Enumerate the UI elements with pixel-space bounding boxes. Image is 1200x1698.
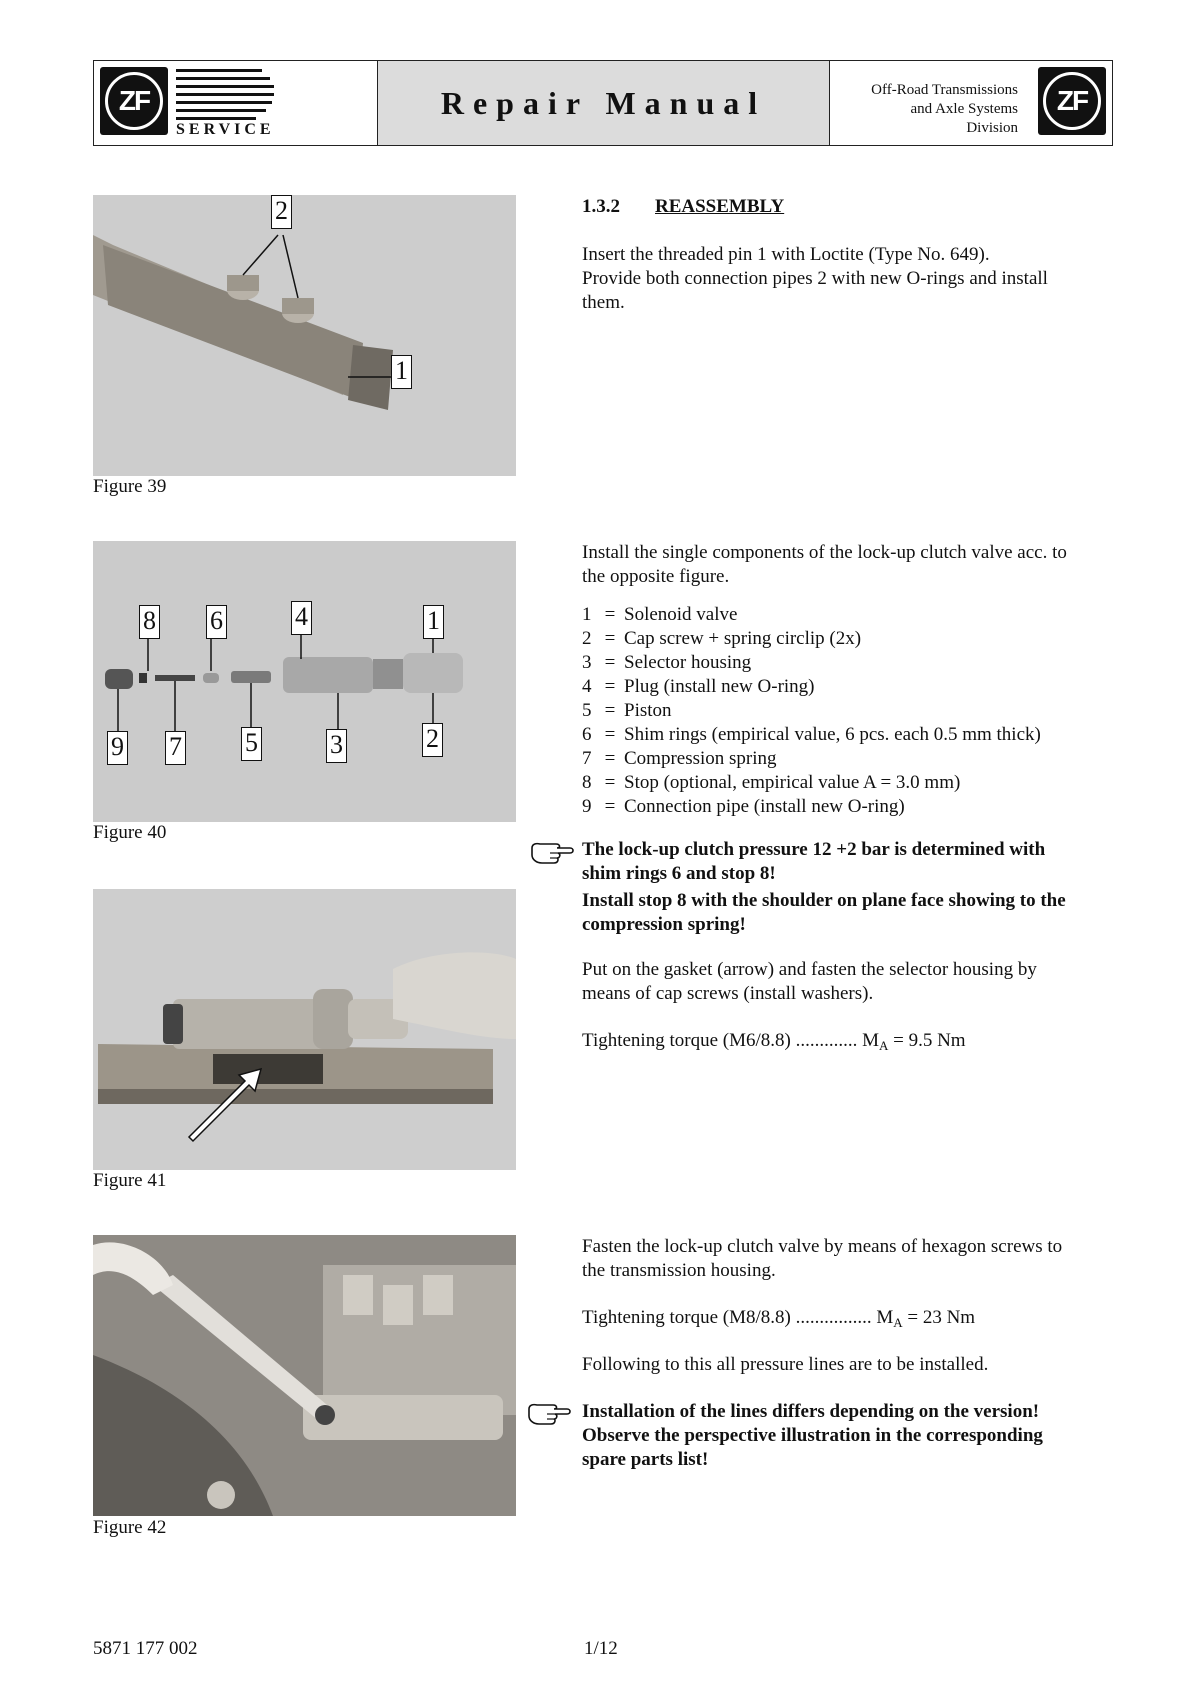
figure-42-photo bbox=[93, 1235, 516, 1516]
legend-item: 3 = Selector housing bbox=[582, 652, 752, 673]
callout-7: 7 bbox=[165, 731, 186, 765]
zf-service-logo bbox=[94, 61, 378, 145]
legend-item: 4 = Plug (install new O-ring) bbox=[582, 676, 815, 697]
callout-9: 9 bbox=[107, 731, 128, 765]
division-block bbox=[830, 61, 1112, 145]
figure-39-photo bbox=[93, 195, 516, 476]
fig42-instruction: Fasten the lock-up clutch valve by means of hexagon screws to the transmission housing. bbox=[582, 1236, 1063, 1281]
legend-item: 5 = Piston bbox=[582, 700, 672, 721]
fig40-intro: Install the single components of the lock-up clutch valve acc. to the opposite figure. bbox=[582, 542, 1067, 587]
figure-42-label: Figure 42 bbox=[93, 1517, 167, 1538]
fig41-torque: Tightening torque (M6/8.8) ............. $M_A = 9.5$ Nm bbox=[582, 1030, 966, 1053]
legend-item: 1 = Solenoid valve bbox=[582, 604, 738, 625]
fig42-following: Following to this all pressure lines are to be installed. bbox=[582, 1354, 989, 1375]
callout-1: 1 bbox=[391, 355, 412, 389]
page-header bbox=[93, 60, 1113, 146]
service-lines-graphic bbox=[176, 67, 274, 123]
callout-2: 2 bbox=[422, 723, 443, 757]
legend-item: 8 = Stop (optional, empirical value A = 3.0 mm) bbox=[582, 772, 961, 793]
footer-page-number: 1/12 bbox=[584, 1638, 618, 1659]
zf-logo-icon: ZF bbox=[100, 67, 168, 135]
callout-1: 1 bbox=[423, 605, 444, 639]
legend-item: 9 = Connection pipe (install new O-ring) bbox=[582, 796, 905, 817]
division-text: Off-Road Transmissions and Axle Systems Division bbox=[871, 82, 1018, 136]
figure-40-label: Figure 40 bbox=[93, 822, 167, 843]
callout-6: 6 bbox=[206, 605, 227, 639]
figure-40-photo bbox=[93, 541, 516, 822]
callout-5: 5 bbox=[241, 727, 262, 761]
fig40-note-pressure: The lock-up clutch pressure 12 +2 bar is determined with shim rings 6 and stop 8! bbox=[582, 839, 1046, 884]
pointing-hand-icon bbox=[527, 1401, 571, 1427]
legend-item: 6 = Shim rings (empirical value, 6 pcs. each 0.5 mm thick) bbox=[582, 724, 1041, 745]
fig42-torque: Tightening torque (M8/8.8) ................ $M_A = 23$ Nm bbox=[582, 1307, 976, 1330]
callout-4: 4 bbox=[291, 601, 312, 635]
zf-logo-icon: ZF bbox=[1038, 67, 1106, 135]
section-number: 1.3.2 bbox=[582, 196, 620, 217]
callout-8: 8 bbox=[139, 605, 160, 639]
footer-doc-number: 5871 177 002 bbox=[93, 1638, 198, 1659]
figure-39-label: Figure 39 bbox=[93, 476, 167, 497]
legend-item: 7 = Compression spring bbox=[582, 748, 777, 769]
figure-41-photo bbox=[93, 889, 516, 1170]
fig41-instruction: Put on the gasket (arrow) and fasten the selector housing by means of cap screws (install washers). bbox=[582, 959, 1037, 1004]
callout-3: 3 bbox=[326, 729, 347, 763]
service-label: SERVICE bbox=[176, 121, 275, 138]
legend-item: 2 = Cap screw + spring circlip (2x) bbox=[582, 628, 862, 649]
fig40-note-stop: Install stop 8 with the shoulder on plane face showing to the compression spring! bbox=[582, 890, 1066, 935]
fig42-note-lines: Installation of the lines differs depending on the version! Observe the perspective illustration in the corresponding spare parts list! bbox=[582, 1401, 1043, 1470]
callout-2: 2 bbox=[271, 195, 292, 229]
section-intro: Insert the threaded pin 1 with Loctite (Type No. 649). Provide both connection pipes 2 with new O-rings and install them. bbox=[582, 244, 1048, 313]
pointing-hand-icon bbox=[530, 840, 574, 866]
page-title: Repair Manual bbox=[378, 61, 830, 145]
section-title: REASSEMBLY bbox=[655, 196, 785, 217]
figure-41-label: Figure 41 bbox=[93, 1170, 167, 1191]
